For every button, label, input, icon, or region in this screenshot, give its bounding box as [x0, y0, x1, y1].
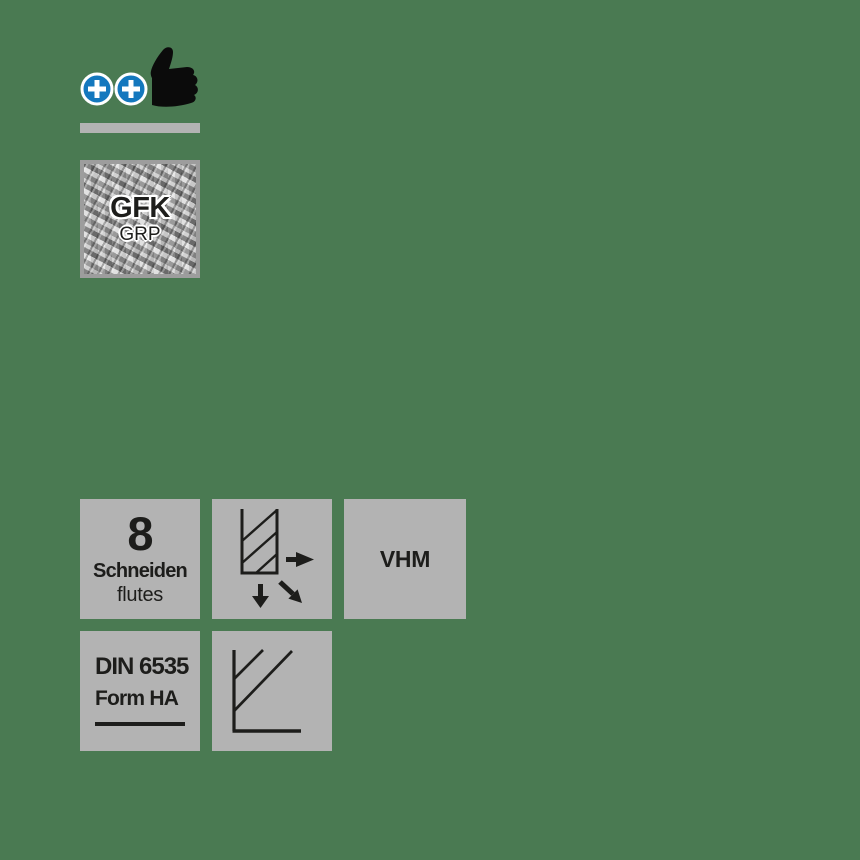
arrow-down-icon — [252, 584, 269, 608]
din-form-label: Form HA — [95, 687, 179, 710]
divider-bar — [80, 123, 200, 133]
tile-helix — [212, 631, 332, 751]
tile-milling-directions — [212, 499, 332, 619]
flutes-label-en: flutes — [116, 583, 163, 606]
plus-circle-glyph — [80, 72, 114, 106]
plus-circle-icon — [80, 72, 114, 106]
milling-directions-icon — [212, 499, 332, 619]
flutes-label-de: Schneiden — [93, 559, 187, 582]
arrow-diagonal-icon — [278, 580, 302, 603]
tile-vhm — [344, 499, 466, 619]
helix-angle-icon — [212, 631, 332, 751]
tile-flutes — [80, 499, 200, 619]
thumbs-up-glyph — [140, 45, 202, 107]
arrow-right-icon — [286, 552, 314, 567]
tile-shank-din — [80, 631, 200, 751]
plus-circle-glyph — [114, 72, 148, 106]
material-title: GFK — [110, 192, 170, 224]
thumbs-up-icon — [140, 45, 202, 107]
din-standard-label: DIN 6535 — [95, 653, 189, 680]
material-texture-tile — [80, 160, 200, 278]
material-subtitle: GRP — [119, 224, 161, 245]
flutes-count: 8 — [127, 507, 153, 561]
din-underline — [95, 722, 185, 726]
plus-circle-icon — [114, 72, 148, 106]
vhm-label: VHM — [379, 545, 431, 572]
